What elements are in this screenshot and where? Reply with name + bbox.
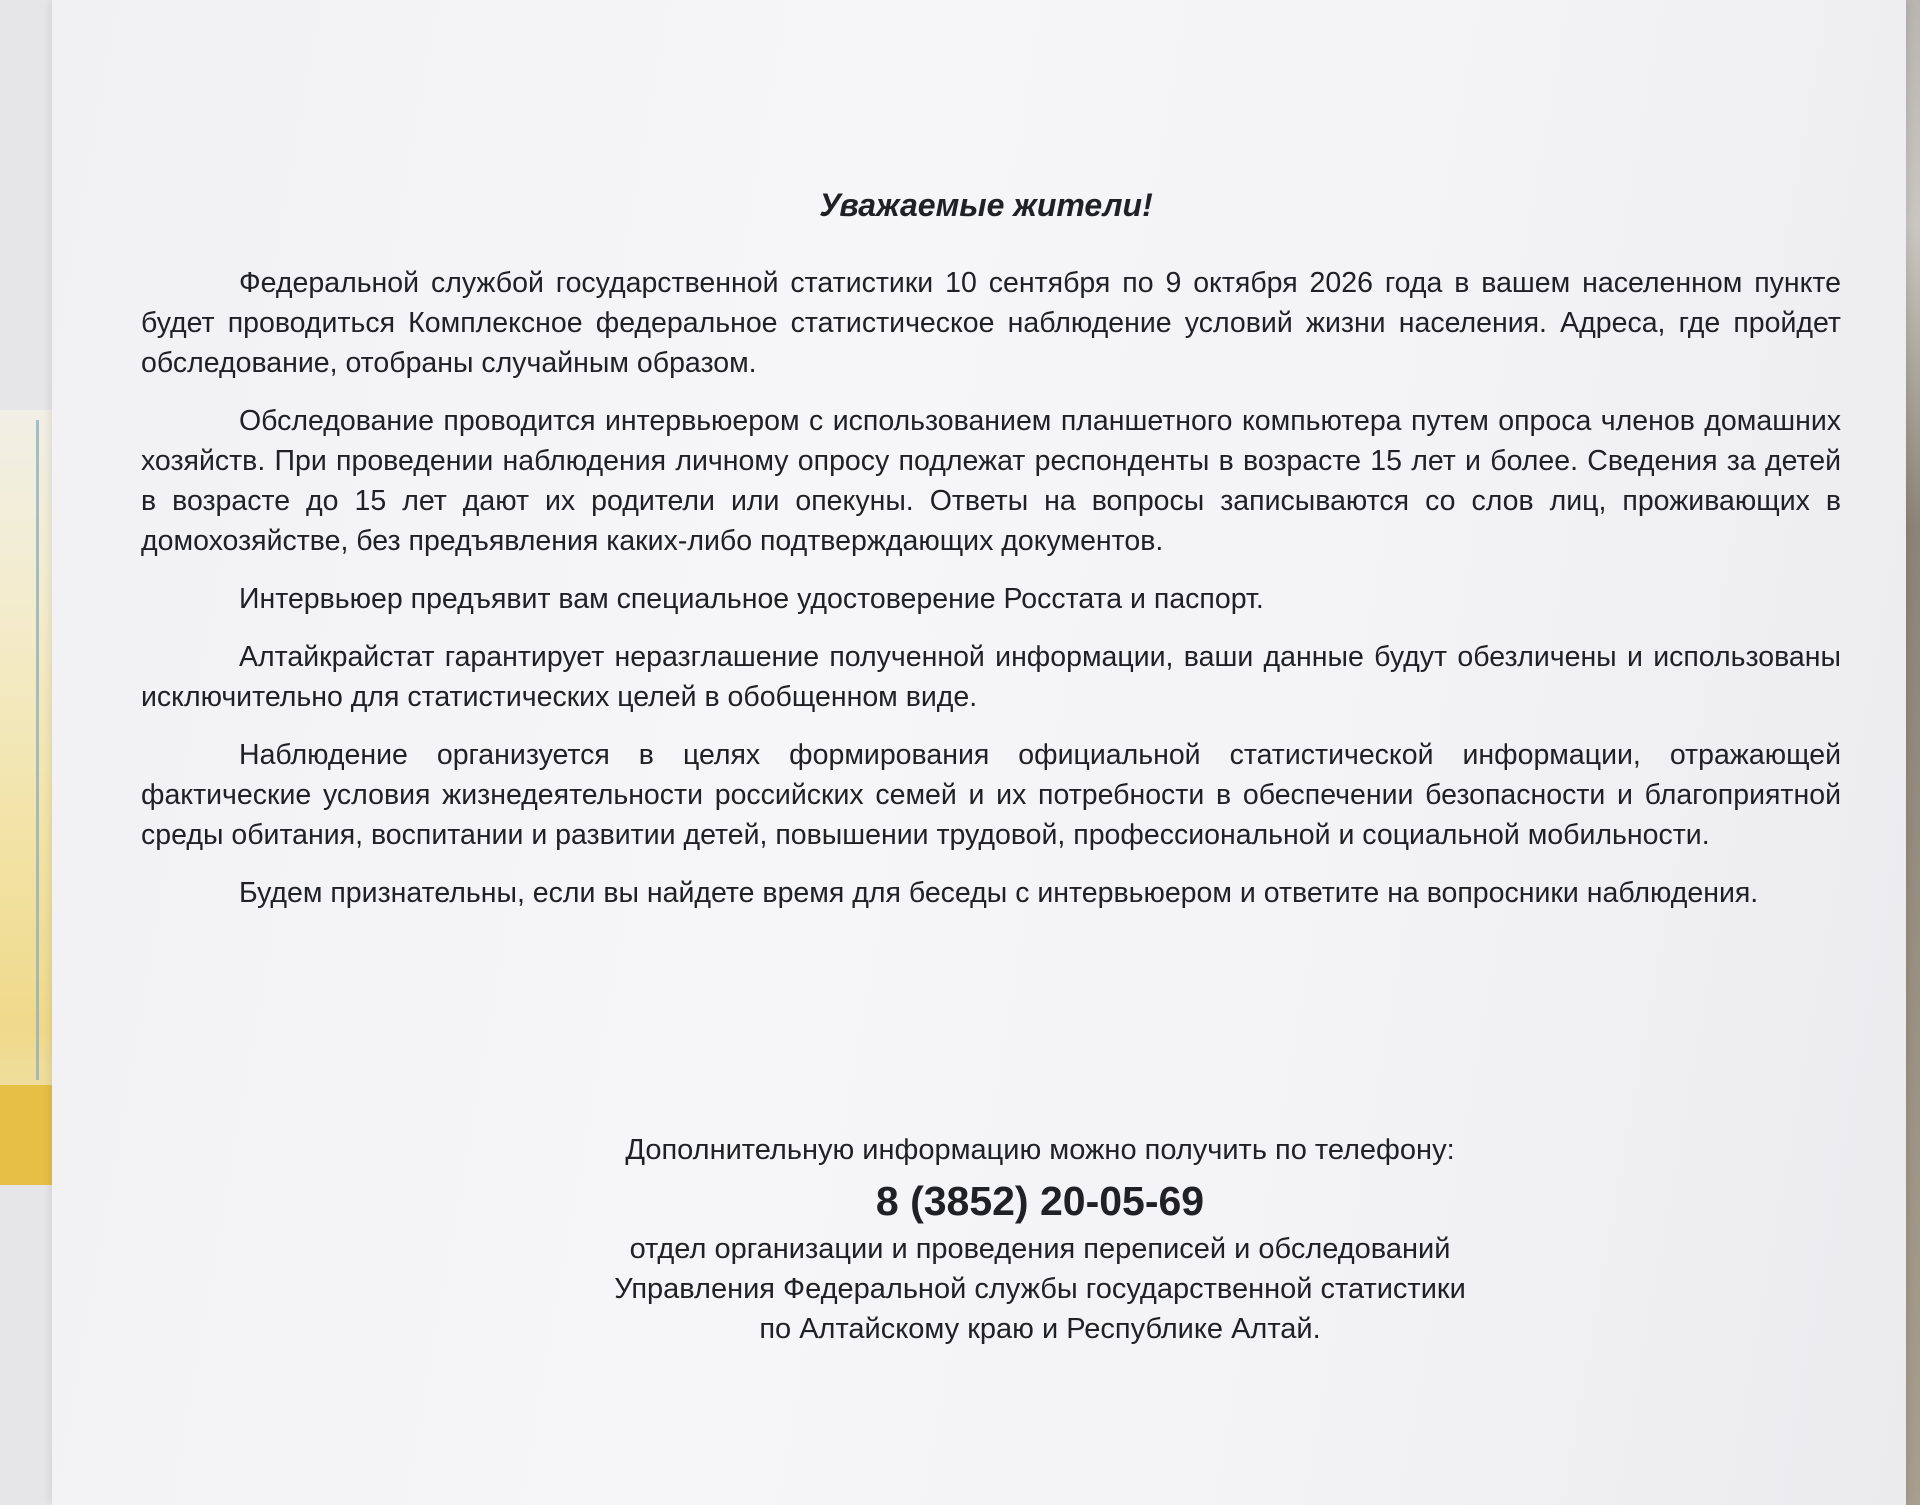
notice-greeting: Уважаемые жители! (819, 187, 1153, 223)
department-line: Управления Федеральной службы государственной статистики (614, 1273, 1466, 1305)
notice-body (141, 185, 1841, 931)
department-line: отдел организации и проведения переписей и обследований (629, 1233, 1451, 1265)
wire-decoration (36, 420, 39, 1080)
paragraph-purpose: Наблюдение организуется в целях формирования официальной статистической информации, отражающей фактические условия жизнедеятельности российских семей и их потребности в обеспечении безопасности и благоприятной среды обитания, воспитании и развитии детей, повышении трудовой, профессиональной и социальной мобильности. (141, 739, 1841, 851)
paragraph-survey-dates: Федеральной службой государственной статистики 10 сентября по 9 октября 2026 года в вашем населенном пункте будет проводиться Комплексное федеральное статистическое наблюдение условий жизни населения. Адреса, где пройдет обследование, отобраны случайным образом. (141, 267, 1841, 379)
contact-block (400, 1130, 1680, 1349)
paragraph-interviewer-id: Интервьюер предъявит вам специальное удостоверение Росстата и паспорт. (239, 583, 1264, 615)
right-background-edge (1906, 0, 1920, 1505)
contact-intro: Дополнительную информацию можно получить по телефону: (625, 1134, 1455, 1166)
department-line: по Алтайскому краю и Республике Алтай. (759, 1313, 1321, 1345)
paragraph-confidentiality: Алтайкрайстат гарантирует неразглашение полученной информации, ваши данные будут обезличены и использованы исключительно для статистических целей в обобщенном виде. (141, 641, 1841, 713)
contact-phone: 8 (3852) 20-05-69 (875, 1178, 1205, 1224)
paragraph-gratitude: Будем признательны, если вы найдете время для беседы с интервьюером и ответите на вопросники наблюдения. (239, 877, 1759, 909)
paragraph-survey-method: Обследование проводится интервьюером с использованием планшетного компьютера путем опроса членов домашних хозяйств. При проведении наблюдения личному опросу подлежат респонденты в возрасте 15 лет и более. Сведения за детей в возрасте до 15 лет дают их родители или опекуны. Ответы на вопросы записываются со слов лиц, проживающих в домохозяйстве, без предъявления каких-либо подтверждающих документов. (141, 405, 1841, 557)
